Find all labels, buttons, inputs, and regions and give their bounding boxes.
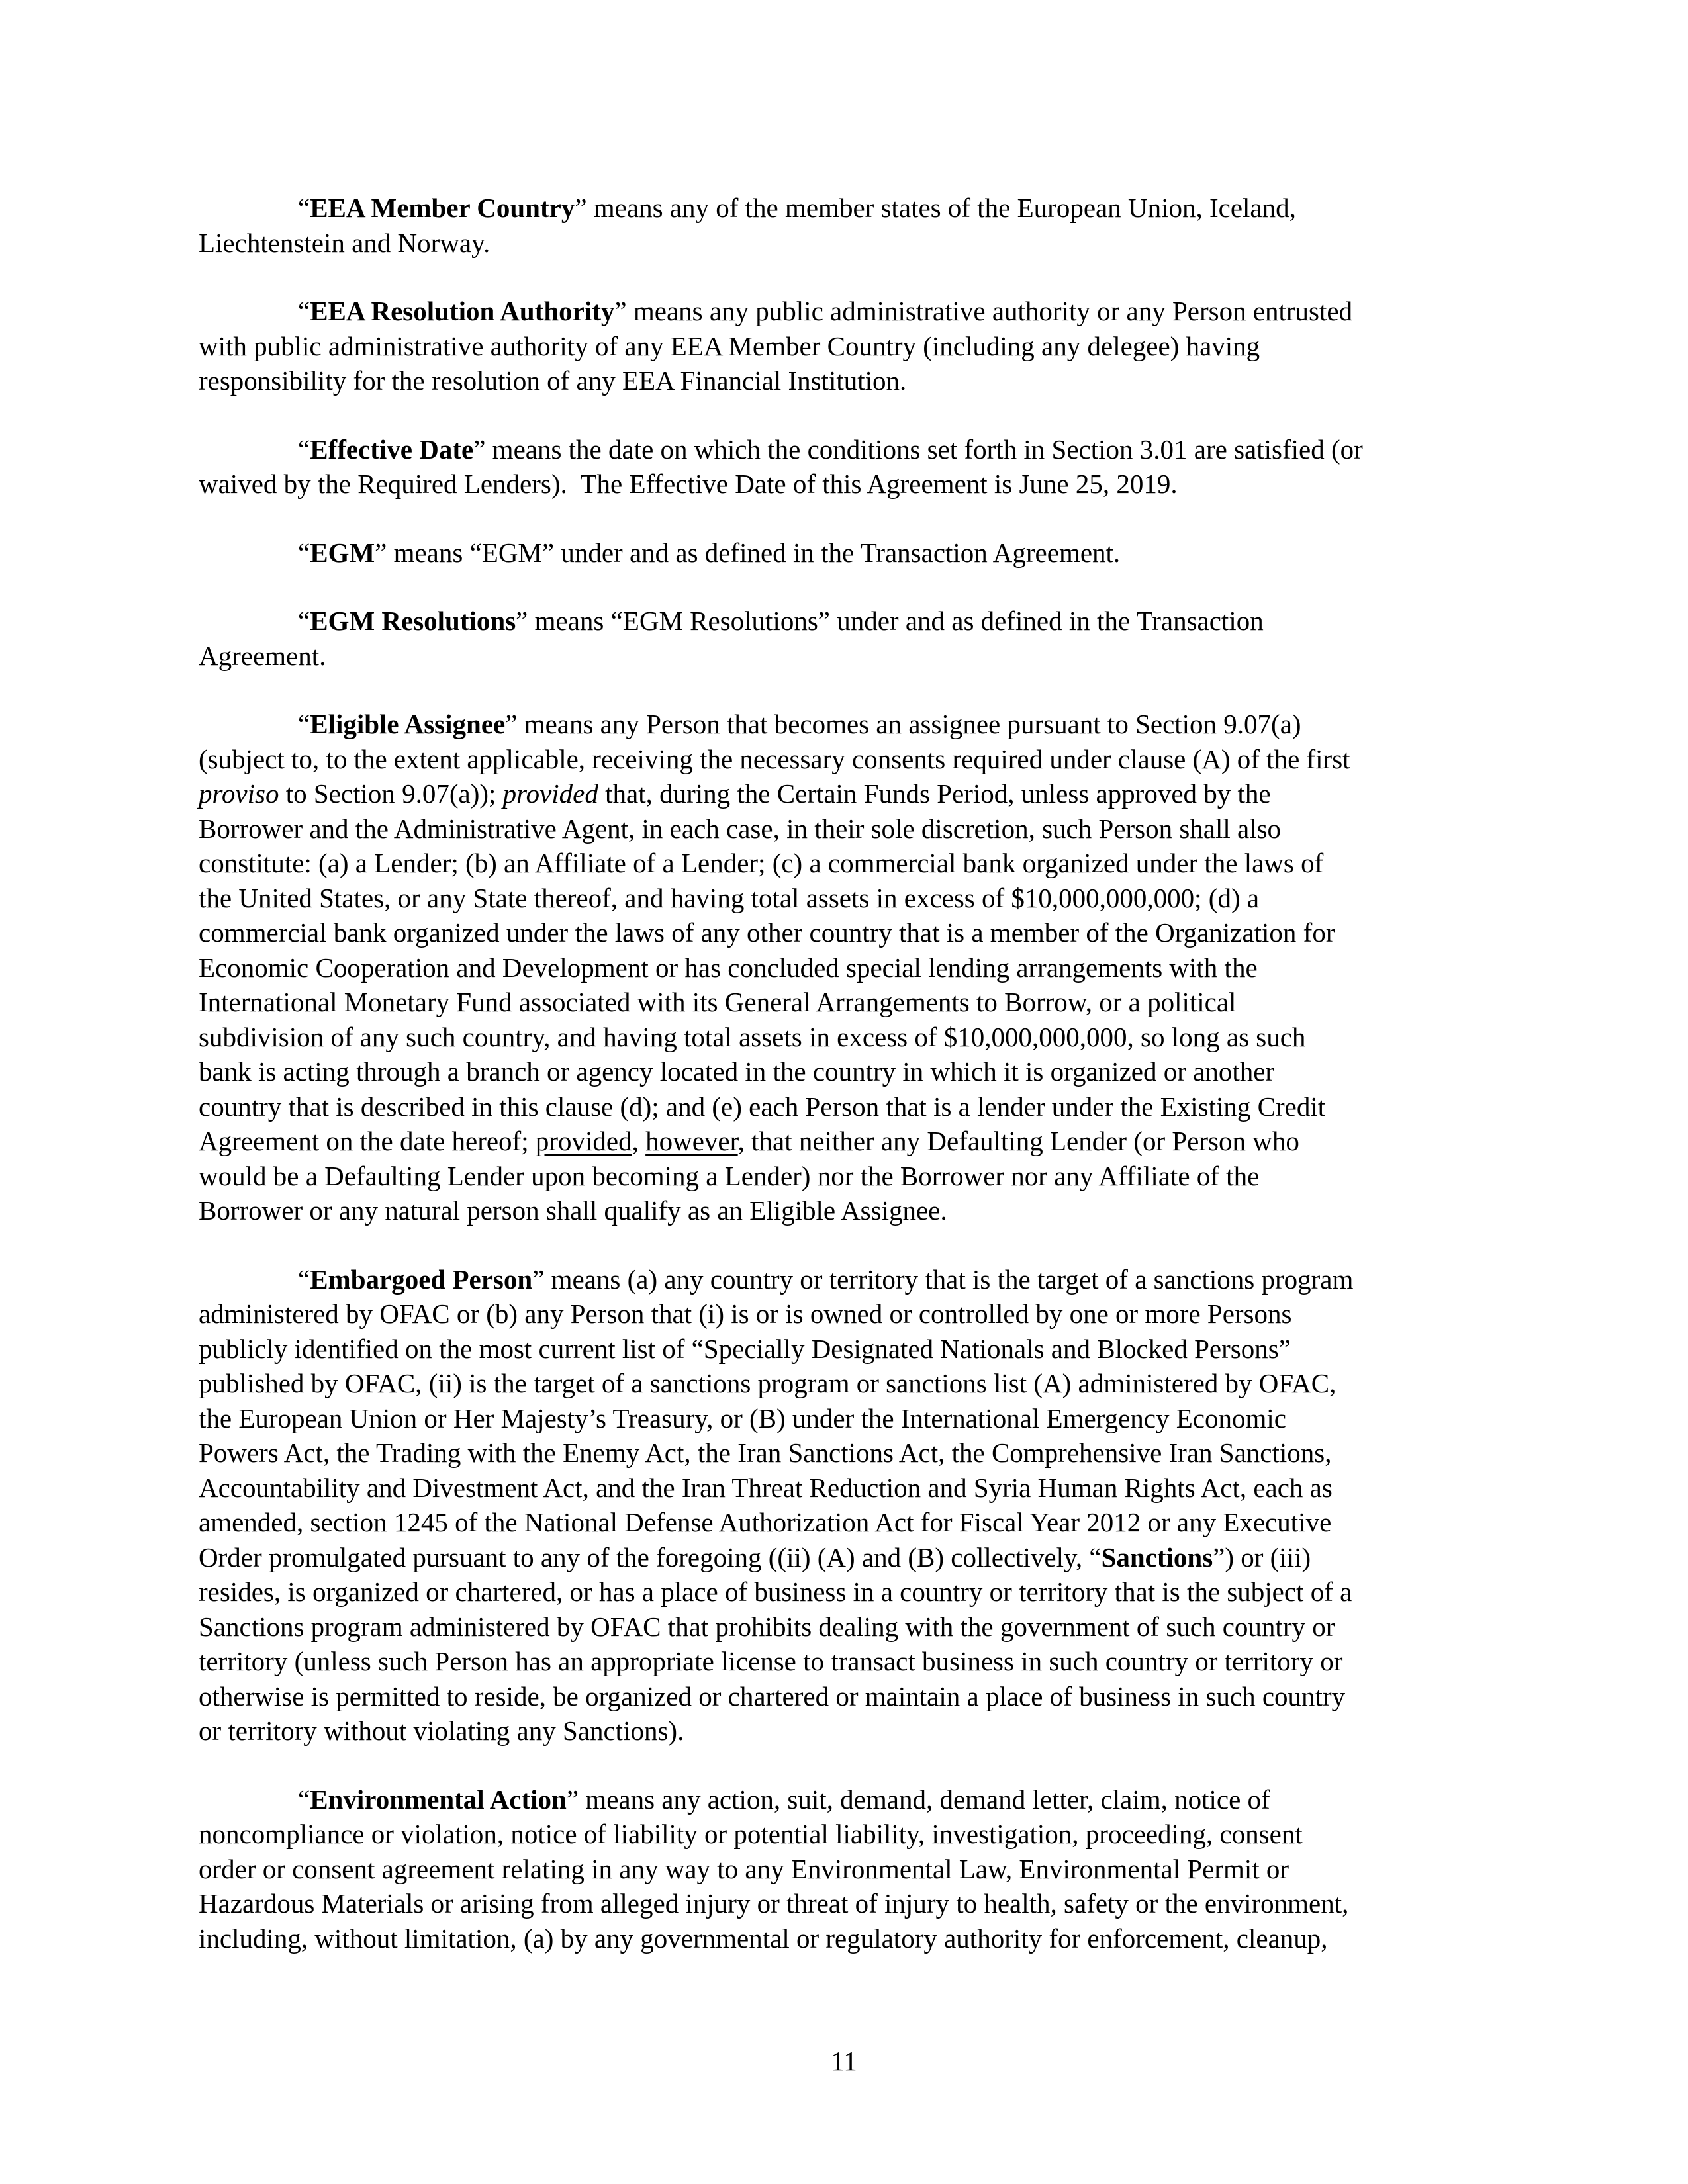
definition-egm-resolutions: “EGM Resolutions” means “EGM Resolutions” under and as defined in the Transaction Agreement. xyxy=(199,606,1264,671)
definition-eea-member-country: “EEA Member Country” means any of the member states of the European Union, Iceland, Liechtenstein and Norway. xyxy=(199,193,1296,258)
definition-effective-date: “Effective Date” means the date on which the conditions set forth in Section 3.01 are satisfied (or waived by the Required Lenders). The Effective Date of this Agreement is June 25, 2019. xyxy=(199,433,1363,499)
definition-eligible-assignee: “Eligible Assignee” means any Person that becomes an assignee pursuant to Section 9.07(a) (subject to, to the extent applicable, receiving the necessary consents required under clause (A) of the first proviso to Section 9.07(a)); provided that, during the Certain Funds Period, unless approved by the Borrower and the Administrative Agent, in each case, in their sole discretion, such Person shall also constitute: (a) a Lender; (b) an Affiliate of a Lender; (c) a commercial bank organized under the laws of the United States, or any State thereof, and having total assets in excess of $10,000,000,000; (d) a commercial bank organized under the laws of any other country that is a member of the Organization for Economic Cooperation and Development or has concluded special lending arrangements with the International Monetary Fund associated with its General Arrangements to Borrow, or a political subdivision of any such country, and having total assets in excess of $10,000,000,000, so long as such bank is acting through a branch or agency located in the country in which it is organized or another country that is described in this clause (d); and (e) each Person that is a lender under the Existing Credit Agreement on the date hereof; provided, however, that neither any Defaulting Lender (or Person who would be a Defaulting Lender upon becoming a Lender) nor the Borrower nor any Affiliate of the Borrower or any natural person shall qualify as an Eligible Assignee. xyxy=(199,709,1350,1226)
definition-embargoed-person: “Embargoed Person” means (a) any country or territory that is the target of a sanctions program administered by OFAC or (b) any Person that (i) is or is owned or controlled by one or more Persons publicly identified on the most current list of “Specially Designated Nationals and Blocked Persons” published by OFAC, (ii) is the target of a sanctions program or sanctions list (A) administered by OFAC, the European Union or Her Majesty’s Treasury, or (B) under the International Emergency Economic Powers Act, the Trading with the Enemy Act, the Iran Sanctions Act, the Comprehensive Iran Sanctions, Accountability and Divestment Act, and the Iran Threat Reduction and Syria Human Rights Act, each as amended, section 1245 of the National Defense Authorization Act for Fiscal Year 2012 or any Executive Order promulgated pursuant to any of the foregoing ((ii) (A) and (B) collectively, “Sanctions”) or (iii) resides, is organized or chartered, or has a place of business in a country or territory that is the subject of a Sanctions program administered by OFAC that prohibits dealing with the government of such country or territory (unless such Person has an appropriate license to transact business in such country or territory or otherwise is permitted to reside, be organized or chartered or maintain a place of business in such country or territory without violating any Sanctions). xyxy=(199,1263,1354,1746)
definition-environmental-action: “Environmental Action” means any action, suit, demand, demand letter, claim, notice of noncompliance or violation, notice of liability or potential liability, investigation, proceeding, consent order or consent agreement relating in any way to any Environmental Law, Environmental Permit or Hazardous Materials or arising from alleged injury or threat of injury to health, safety or the environment, including, without limitation, (a) by any governmental or regulatory authority for enforcement, cleanup, xyxy=(199,1784,1349,1954)
defined-term: EGM xyxy=(310,537,375,568)
definition-eea-resolution-authority: “EEA Resolution Authority” means any public administrative authority or any Person entrusted with public administrative authority of any EEA Member Country (including any delegee) having responsibility for the resolution of any EEA Financial Institution. xyxy=(199,296,1353,396)
document-page xyxy=(199,191,1489,1989)
defined-term: Embargoed Person xyxy=(310,1263,533,1295)
defined-term: EEA Resolution Authority xyxy=(310,296,615,326)
defined-term: Environmental Action xyxy=(310,1784,567,1815)
defined-term: Effective Date xyxy=(310,433,474,465)
defined-term: EEA Member Country xyxy=(310,193,575,223)
page-number: 11 xyxy=(831,2046,857,2076)
defined-term: Eligible Assignee xyxy=(310,709,506,739)
defined-term: EGM Resolutions xyxy=(310,606,516,636)
definition-egm: “EGM” means “EGM” under and as defined in the Transaction Agreement. xyxy=(298,537,1121,568)
